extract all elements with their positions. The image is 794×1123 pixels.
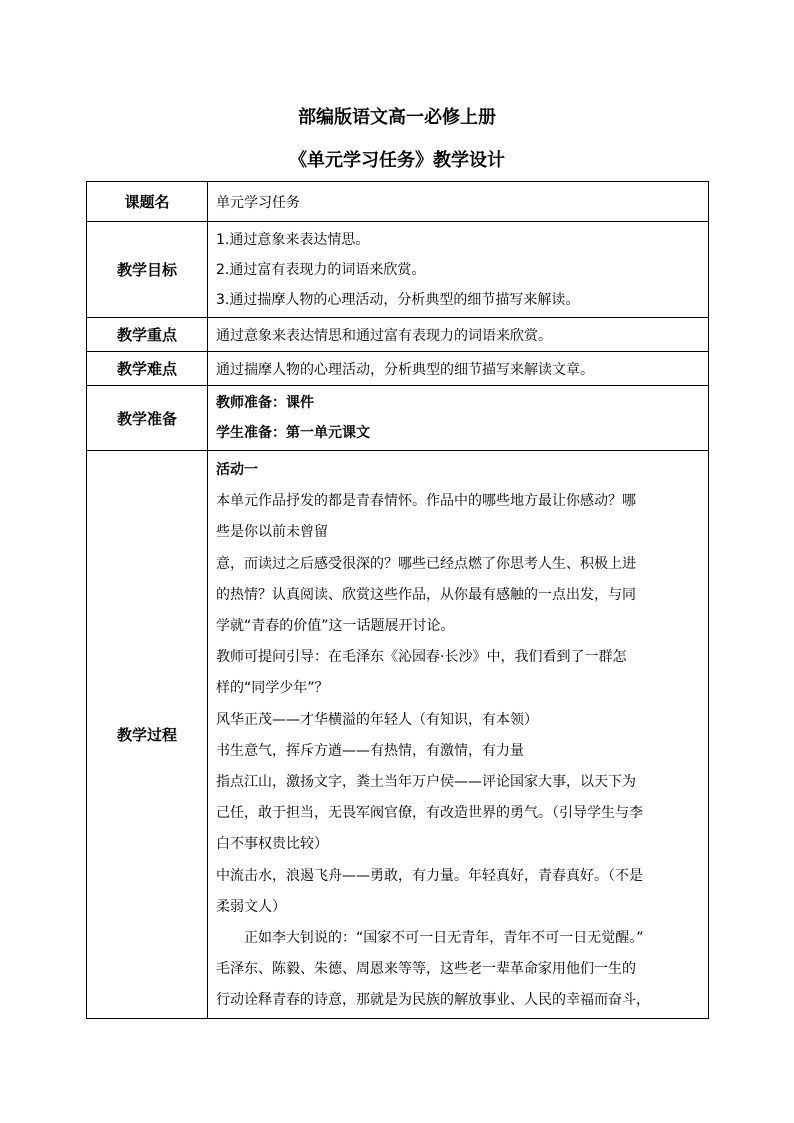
goal-item: 3.通过揣摩人物的心理活动，分析典型的细节描写来解读。 (216, 291, 580, 308)
topic-value: 单元学习任务 (208, 182, 709, 222)
teacher-preparation: 教师准备：课件 (216, 395, 314, 411)
process-line: 教师可提问引导：在毛泽东《沁园春·长沙》中，我们看到了一群怎 (216, 649, 627, 666)
document-title: 部编版语文高一必修上册 (298, 107, 496, 128)
table-row-goals (87, 222, 709, 318)
process-label: 教学过程 (87, 451, 208, 1019)
process-line: 行动诠释青春的诗意，那就是为民族的解放事业、人民的幸福而奋斗， (216, 992, 650, 1009)
table-row-process (87, 451, 709, 1019)
table-row-preparation (87, 386, 709, 451)
process-line: 风华正茂——才华横溢的年轻人（有知识，有本领） (216, 711, 538, 728)
process-line: 的热情？认真阅读、欣赏这些作品，从你最有感触的一点出发，与同 (216, 586, 636, 603)
document-subtitle: 《单元学习任务》教学设计 (289, 150, 505, 171)
process-line: 意，而读过之后感受很深的？哪些已经点燃了你思考人生、积极上进 (216, 555, 636, 572)
key-points-value: 通过意象来表达情思和通过富有表现力的词语来欣赏。 (208, 318, 709, 352)
key-points-label: 教学重点 (87, 318, 208, 352)
table-row-topic (87, 182, 709, 222)
table-row-difficulties (87, 352, 709, 386)
lesson-plan-table (86, 181, 709, 1019)
process-line: 指点江山，激扬文字，粪土当年万户侯——评论国家大事，以天下为 (216, 774, 636, 791)
preparation-label: 教学准备 (87, 386, 208, 451)
student-preparation: 学生准备：第一单元课文 (216, 425, 370, 441)
goal-item: 2.通过富有表现力的词语来欣赏。 (216, 261, 426, 278)
goals-label: 教学目标 (87, 222, 208, 318)
process-line: 学就“青春的价值”这一话题展开讨论。 (216, 618, 455, 635)
process-line: 本单元作品抒发的都是青春情怀。作品中的哪些地方最让你感动？哪 (216, 493, 636, 510)
process-line: 些是你以前未曾留 (216, 524, 328, 541)
difficulties-label: 教学难点 (87, 352, 208, 386)
process-line: 白不事权贵比较） (216, 836, 328, 853)
process-line: 己任，敢于担当，无畏军阀官僚，有改造世界的勇气。（引导学生与李 (216, 805, 643, 822)
process-line: 中流击水，浪遏飞舟——勇敢，有力量。年轻真好，青春真好。（不是 (216, 867, 643, 884)
process-line: 书生意气，挥斥方遒——有热情，有激情，有力量 (216, 742, 524, 759)
process-line: 毛泽东、陈毅、朱德、周恩来等等，这些老一辈革命家用他们一生的 (216, 961, 636, 978)
goal-item: 1.通过意象来表达情思。 (216, 231, 370, 248)
table-row-key-points (87, 318, 709, 352)
topic-label: 课题名 (87, 182, 208, 222)
process-line: 正如李大钊说的：“国家不可一日无青年，青年不可一日无觉醒。” (244, 930, 644, 947)
process-content (208, 451, 709, 1019)
difficulties-value: 通过揣摩人物的心理活动，分析典型的细节描写来解读文章。 (208, 352, 709, 386)
process-line: 柔弱文人） (216, 898, 286, 915)
goals-content (208, 222, 709, 318)
process-line: 样的“同学少年”？ (216, 680, 329, 697)
activity-heading: 活动一 (216, 462, 258, 478)
preparation-content (208, 386, 709, 451)
